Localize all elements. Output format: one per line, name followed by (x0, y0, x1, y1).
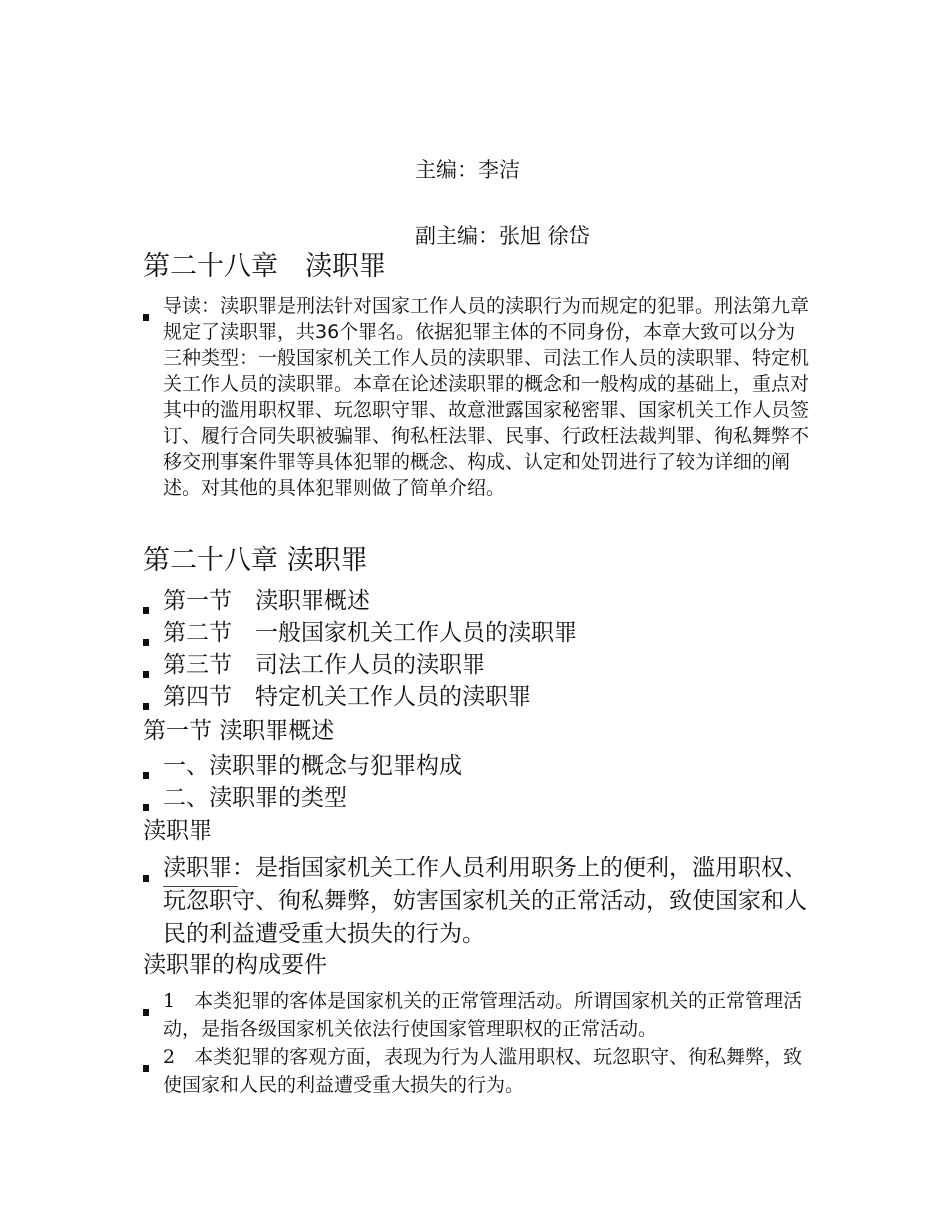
bullet-marker (143, 671, 149, 678)
bullet-marker (143, 314, 149, 321)
deputy-editors: 副主编：张旭 徐岱 (415, 224, 590, 248)
toc-item-label: 第三节 司法工作人员的渎职罪 (163, 652, 485, 678)
bullet-marker (143, 703, 149, 710)
toc-item-label: 第四节 特定机关工作人员的渎职罪 (163, 684, 531, 710)
element-text: 1 本类犯罪的客体是国家机关的正常管理活动。所谓国家机关的正常管理活动，是指各级国家机关依法行使国家管理职权的正常活动。 (163, 990, 803, 1040)
bullet-marker (143, 639, 149, 646)
toc-item (143, 618, 833, 648)
toc-item-label: 第一节 渎职罪概述 (163, 588, 370, 614)
intro-paragraph (143, 293, 813, 501)
definition-paragraph (143, 852, 813, 951)
elements-heading: 渎职罪的构成要件 (143, 952, 327, 978)
toc-item (143, 586, 833, 616)
bullet-marker (143, 804, 149, 811)
section-item-label: 一、渎职罪的概念与犯罪构成 (163, 753, 462, 779)
element-text: 2 本类犯罪的客观方面，表现为行为人滥用职权、玩忽职守、徇私舞弊，致使国家和人民的利益遭受重大损失的行为。 (163, 1046, 803, 1096)
bullet-marker (143, 607, 149, 614)
intro-text: 导读：渎职罪是刑法针对国家工作人员的渎职行为而规定的犯罪。刑法第九章规定了渎职罪，共36个罪名。依据犯罪主体的不同身份，本章大致可以分为三种类型：一般国家机关工作人员的渎职罪、司法工作人员的渎职罪、特定机关工作人员的渎职罪。本章在论述渎职罪的概念和一般构成的基础上，重点对其中的滥用职权罪、玩忽职守罪、故意泄露国家秘密罪、国家机关工作人员签订、履行合同失职被骗罪、徇私枉法罪、民事、行政枉法裁判罪、徇私舞弊不移交刑事案件罪等具体犯罪的概念、构成、认定和处罚进行了较为详细的阐述。对其他的具体犯罪则做了简单介绍。 (163, 295, 810, 499)
bullet-marker (143, 1009, 149, 1016)
chief-editor: 主编：李洁 (415, 158, 520, 182)
section-item-label: 二、渎职罪的类型 (163, 785, 347, 811)
chapter-title: 第二十八章 渎职罪 (143, 251, 386, 282)
bullet-marker (143, 772, 149, 779)
definition-heading: 渎职罪 (143, 818, 212, 844)
bullet-marker (143, 1065, 149, 1072)
bullet-marker (143, 875, 149, 882)
section-title: 第一节 渎职罪概述 (143, 718, 335, 744)
toc-item (143, 650, 833, 680)
definition-term: 渎职罪 (163, 852, 232, 885)
element-item (143, 1043, 813, 1099)
definition-text: ：是指国家机关工作人员利用职务上的便利，滥用职权、玩忽职守、徇私舞弊，妨害国家机关的正常活动，致使国家和人民的利益遭受重大损失的行为。 (163, 855, 807, 947)
element-item (143, 987, 813, 1043)
section-item (143, 783, 833, 813)
toc-title: 第二十八章 渎职罪 (143, 545, 368, 576)
toc-item-label: 第二节 一般国家机关工作人员的渎职罪 (163, 620, 577, 646)
section-item (143, 751, 833, 781)
toc-item (143, 682, 833, 712)
